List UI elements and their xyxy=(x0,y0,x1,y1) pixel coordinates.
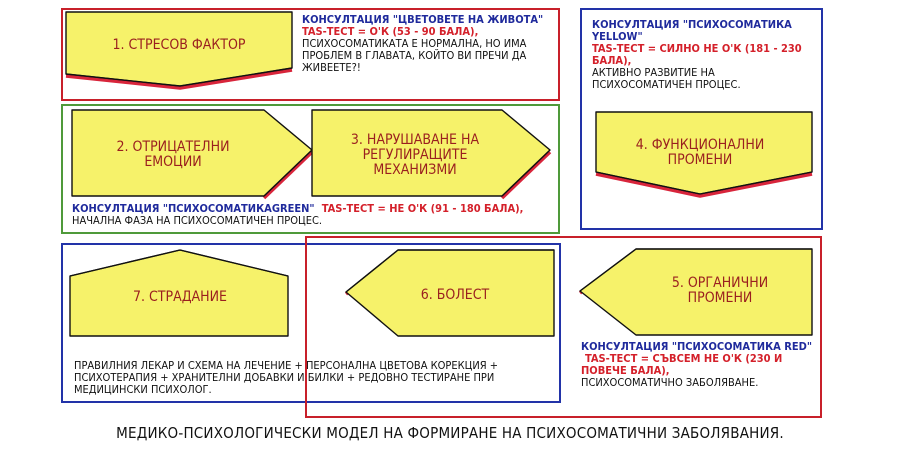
step-3-label: 3. НАРУШАВАНЕ НА РЕГУЛИРАЩИТЕ МЕХАНИЗМИ xyxy=(350,131,480,178)
diagram-caption: МЕДИКО-ПСИХОЛОГИЧЕСКИ МОДЕЛ НА ФОРМИРАНЕ НА ПСИХОСОМАТИЧНИ ЗАБОЛЯВАНИЯ. xyxy=(116,424,784,442)
text-red: ПСИХОСОМАТИЧНО ЗАБОЛЯВАНЕ. xyxy=(581,376,759,389)
consult-green: КОНСУЛТАЦИЯ "ПСИХОСОМАТИКAGREEN" xyxy=(72,202,315,215)
tas-red: TAS-ТЕСТ = СЪВСЕМ НЕ О'К (230 И ПОВЕЧЕ БАЛА), xyxy=(581,352,783,377)
tas-life-colors: TAS-ТЕСТ = О'К (53 - 90 БАЛА), xyxy=(302,25,479,38)
step-1-label: 1. СТРЕСОВ ФАКТОР xyxy=(112,36,246,53)
note-life-colors xyxy=(302,14,556,74)
step-7-label: 7. СТРАДАНИЕ xyxy=(132,288,227,305)
consult-life-colors: КОНСУЛТАЦИЯ "ЦВЕТОВЕТЕ НА ЖИВОТА" xyxy=(302,13,544,26)
text-yellow: АКТИВНО РАЗВИТИЕ НА ПСИХОСОМАТИЧЕН ПРОЦЕС. xyxy=(592,66,741,91)
consult-red: КОНСУЛТАЦИЯ "ПСИХОСОМАТИКА RED" xyxy=(581,340,813,353)
step-4-label: 4. ФУНКЦИОНАЛНИ ПРОМЕНИ xyxy=(635,137,765,168)
treatment-text: ПРАВИЛНИЯ ЛЕКАР И СХЕМА НА ЛЕЧЕНИЕ + ПЕРСОНАЛНА ЦВЕТОВА КОРЕКЦИЯ + ПСИХОТЕРАПИЯ + ХРАНИТЕЛНИ ДОБАВКИ И БИЛКИ + РЕДОВНО ТЕСТИРАНЕ ПРИ МЕДИЦИНСКИ ПСИХОЛОГ. xyxy=(74,359,499,396)
note-yellow xyxy=(592,19,814,91)
text-green: НАЧАЛНА ФАЗА НА ПСИХОСОМАТИЧЕН ПРОЦЕС. xyxy=(72,214,323,227)
text-life-colors: ПСИХОСОМАТИКАТА Е НОРМАЛНА, НО ИМА ПРОБЛЕМ В ГЛАВАТА, КОЙТО ВИ ПРЕЧИ ДА ЖИВЕЕТЕ?! xyxy=(302,37,527,74)
consult-yellow: КОНСУЛТАЦИЯ "ПСИХОСОМАТИКА YELLOW" xyxy=(592,18,792,43)
note-green xyxy=(72,203,556,227)
tas-green: TAS-ТЕСТ = НЕ О'К (91 - 180 БАЛА), xyxy=(321,202,524,215)
step-5-label: 5. ОРГАНИЧНИ ПРОМЕНИ xyxy=(671,275,769,306)
step-6-label: 6. БОЛЕСТ xyxy=(420,286,490,303)
step-2-label: 2. ОТРИЦАТЕЛНИ ЕМОЦИИ xyxy=(116,139,230,170)
note-red xyxy=(581,341,816,389)
tas-yellow: TAS-ТЕСТ = СИЛНО НЕ О'К (181 - 230 БАЛА), xyxy=(592,42,802,67)
